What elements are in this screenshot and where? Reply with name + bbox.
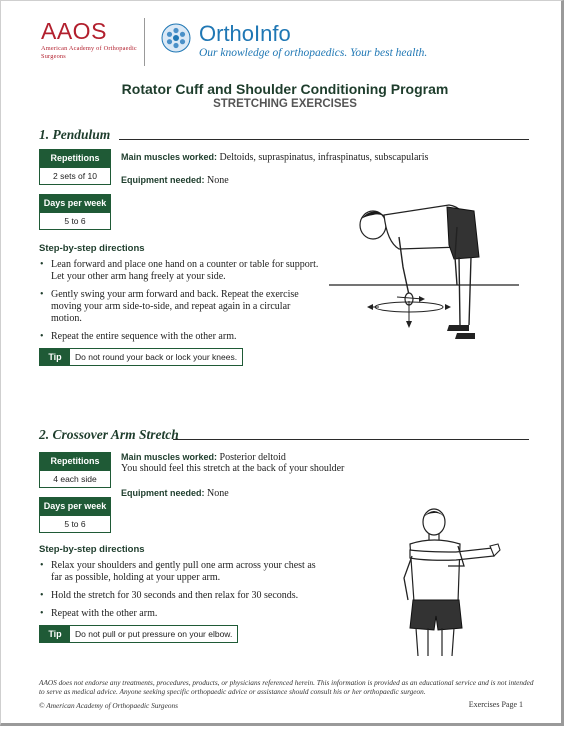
list-item: • Repeat with the other arm.: [39, 608, 319, 620]
tip-box: [39, 348, 243, 366]
crossover-stretch-illustration: [396, 506, 506, 656]
directions-heading: Step-by-step directions: [39, 544, 145, 555]
page-number: Exercises Page 1: [468, 700, 523, 709]
orthoinfo-name: OrthoInfo: [199, 21, 291, 46]
exercise-2-heading: 2. Crossover Arm Stretch: [39, 427, 179, 442]
header-divider: [144, 18, 145, 66]
aaos-logo: AAOS: [41, 18, 107, 44]
tip-box: [39, 625, 238, 643]
list-item: • Gently swing your arm forward and back. Repeat the exercise moving your arm side-to-side, and repeat again in a circular motion.: [39, 289, 319, 325]
equipment-needed: Equipment needed: None: [121, 488, 229, 499]
equipment-needed: Equipment needed: None: [121, 175, 229, 186]
repetitions-label: Repetitions: [39, 452, 111, 470]
orthoinfo-globe-icon: [161, 23, 191, 53]
exercise-2-rule: [173, 439, 529, 440]
list-item: • Repeat the entire sequence with the other arm.: [39, 331, 319, 343]
directions-list: [39, 259, 319, 349]
footer-copyright: © American Academy of Orthopaedic Surgeons: [39, 701, 178, 710]
tip-text: Do not round your back or lock your knees.: [75, 352, 238, 362]
list-item: • Hold the stretch for 30 seconds and then relax for 30 seconds.: [39, 590, 319, 602]
aaos-full-name: American Academy of Orthopaedic Surgeons: [41, 45, 137, 60]
muscles-worked: Main muscles worked: Deltoids, supraspinatus, infraspinatus, subscapularis: [121, 152, 429, 163]
tip-label: Tip: [40, 626, 70, 642]
repetitions-value: 4 each side: [39, 470, 111, 488]
directions-list: [39, 560, 319, 626]
repetitions-label: Repetitions: [39, 149, 111, 167]
tip-text: Do not pull or put pressure on your elbow.: [75, 629, 233, 639]
muscles-worked: Main muscles worked: Posterior deltoid: [121, 452, 286, 463]
stretch-note: You should feel this stretch at the back of your shoulder: [121, 463, 345, 474]
footer-disclaimer: AAOS does not endorse any treatments, procedures, products, or physicians referenced herein. This information is provided as an educational service and is not intended to serve as medical advice. Anyone seeking specific orthopaedic advice or assistance should consult his or her orthopaedic surgeon.: [39, 678, 534, 696]
directions-heading: Step-by-step directions: [39, 243, 145, 254]
tip-label: Tip: [40, 349, 70, 365]
days-per-week-value: 5 to 6: [39, 515, 111, 533]
list-item: • Lean forward and place one hand on a counter or table for support. Let your other arm hang freely at your side.: [39, 259, 319, 283]
page-title: Rotator Cuff and Shoulder Conditioning Program: [121, 81, 449, 97]
page-subtitle: STRETCHING EXERCISES: [213, 98, 357, 110]
days-per-week-label: Days per week: [39, 497, 111, 515]
days-per-week-value: 5 to 6: [39, 212, 111, 230]
orthoinfo-tagline: Our knowledge of orthopaedics. Your best health.: [199, 47, 428, 59]
exercise-1-rule: [119, 139, 529, 140]
exercise-1-heading: 1. Pendulum: [39, 127, 111, 142]
repetitions-value: 2 sets of 10: [39, 167, 111, 185]
days-per-week-label: Days per week: [39, 194, 111, 212]
list-item: • Relax your shoulders and gently pull one arm across your chest as far as possible, holding at your upper arm.: [39, 560, 319, 584]
pendulum-illustration: [329, 197, 519, 357]
